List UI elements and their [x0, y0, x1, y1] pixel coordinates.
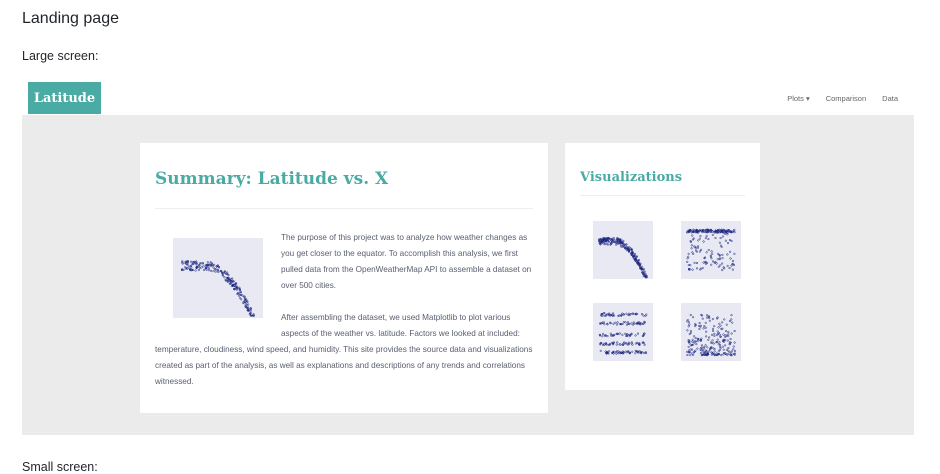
visualization-thumbnails[interactable]: [587, 213, 757, 373]
nav-comparison[interactable]: Comparison: [825, 94, 867, 103]
summary-title: Summary: Latitude vs. X: [155, 169, 389, 189]
summary-paragraph-2: After assembling the dataset, we used Matplotlib to plot various aspects of the weather vs. latitude. Factors we looked at included: temperature, cloudiness, wind speed, and humidity. This site provides the source data and visualizations created as part of the analysis, as well as explanations and descriptions of any trends and correlations witnessed.: [155, 313, 533, 386]
summary-paragraph-1: The purpose of this project was to analyze how weather changes as you get closer to the equator. To accomplish this analysis, we first pulled data from the OpenWeatherMap API to assemble a dataset on over 500 cities.: [281, 233, 532, 290]
visualizations-card: [565, 143, 760, 390]
page-heading: Landing page: [22, 10, 119, 27]
logo[interactable]: Latitude: [28, 82, 101, 114]
visualizations-title: Visualizations: [580, 170, 683, 185]
nav-plots[interactable]: Plots ▾: [787, 94, 810, 103]
nav-data[interactable]: Data: [882, 94, 898, 103]
temperature-plot-thumbnail: [155, 230, 273, 330]
navbar: [22, 82, 914, 115]
large-screen-screenshot: [22, 82, 914, 435]
large-screen-label: Large screen:: [22, 49, 99, 63]
summary-card: [140, 143, 548, 413]
small-screen-label: Small screen:: [22, 460, 98, 474]
